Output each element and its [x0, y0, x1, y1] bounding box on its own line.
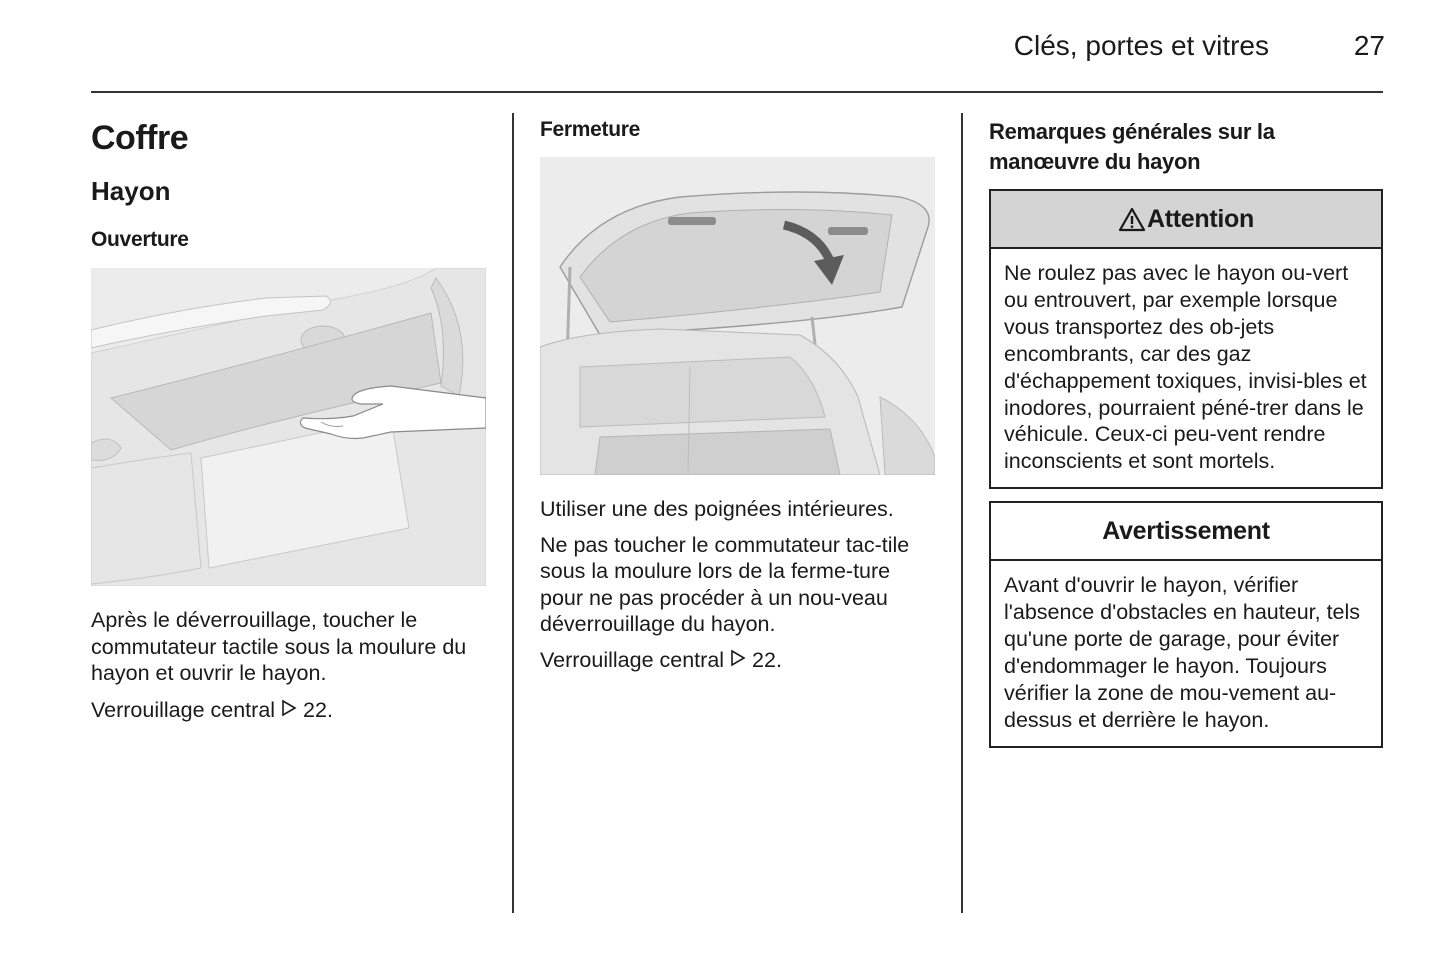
closing-caution: Ne pas toucher le commutateur tac-tile sous la moulure lors de la ferme-ture pour ne pas procéder à un nou-veau déverrouillage du hayon.	[540, 532, 910, 636]
column-closing	[540, 112, 935, 673]
closing-instructions: Utiliser une des poignées intérieures.	[540, 497, 894, 521]
chapter-title: Coffre	[91, 119, 189, 157]
warning-header	[991, 503, 1381, 561]
xref-page: 22.	[303, 697, 333, 722]
warning-triangle-icon	[1118, 207, 1146, 232]
xref-text: Verrouillage central	[91, 697, 276, 722]
column-general-notes	[989, 112, 1383, 748]
cross-reference[interactable]	[91, 697, 486, 724]
warning-body	[991, 561, 1381, 745]
column-divider	[512, 113, 514, 913]
arrow-reference-icon	[730, 649, 746, 667]
xref-text: Verrouillage central	[540, 647, 725, 672]
tailgate-opening-illustration	[91, 268, 486, 586]
attention-text: Ne roulez pas avec le hayon ou-vert ou entrouvert, par exemple lorsque vous transportez des ob-jets encombrants, car des gaz d'échappement toxiques, invisi-bles et inodores, pourraient péné-trer dans le véhicule. Ceux-ci peu-vent rendre inconscients et sont mortels.	[1004, 261, 1367, 474]
header-rule	[91, 91, 1383, 93]
section-title: Hayon	[91, 176, 171, 206]
page-number: 27	[1353, 30, 1385, 61]
opening-instructions: Après le déverrouillage, toucher le commutateur tactile sous la moulure du hayon et ouvrir le hayon.	[91, 608, 467, 685]
subsection-title: Fermeture	[540, 118, 641, 141]
warning-label: Avertissement	[1102, 516, 1270, 545]
arrow-reference-icon	[281, 699, 297, 717]
header-title: Clés, portes et vitres	[1013, 30, 1269, 61]
attention-box	[989, 189, 1383, 489]
attention-body	[991, 249, 1381, 487]
notes-title: Remarques générales sur la manœuvre du hayon	[989, 119, 1275, 174]
tailgate-closing-illustration	[540, 157, 935, 475]
cross-reference[interactable]	[540, 647, 935, 674]
column-opening	[91, 112, 486, 723]
xref-page: 22.	[752, 647, 782, 672]
warning-text: Avant d'ouvrir le hayon, vérifier l'absence d'obstacles en hauteur, tels qu'une porte de garage, pour éviter d'endommager le hayon. Toujours vérifier la zone de mou-vement au-dessus et derrière le hayon.	[1004, 573, 1361, 732]
attention-label: Attention	[1147, 204, 1254, 233]
attention-header	[991, 191, 1381, 249]
column-divider	[961, 113, 963, 913]
subsection-title: Ouverture	[91, 228, 189, 251]
warning-box	[989, 501, 1383, 747]
